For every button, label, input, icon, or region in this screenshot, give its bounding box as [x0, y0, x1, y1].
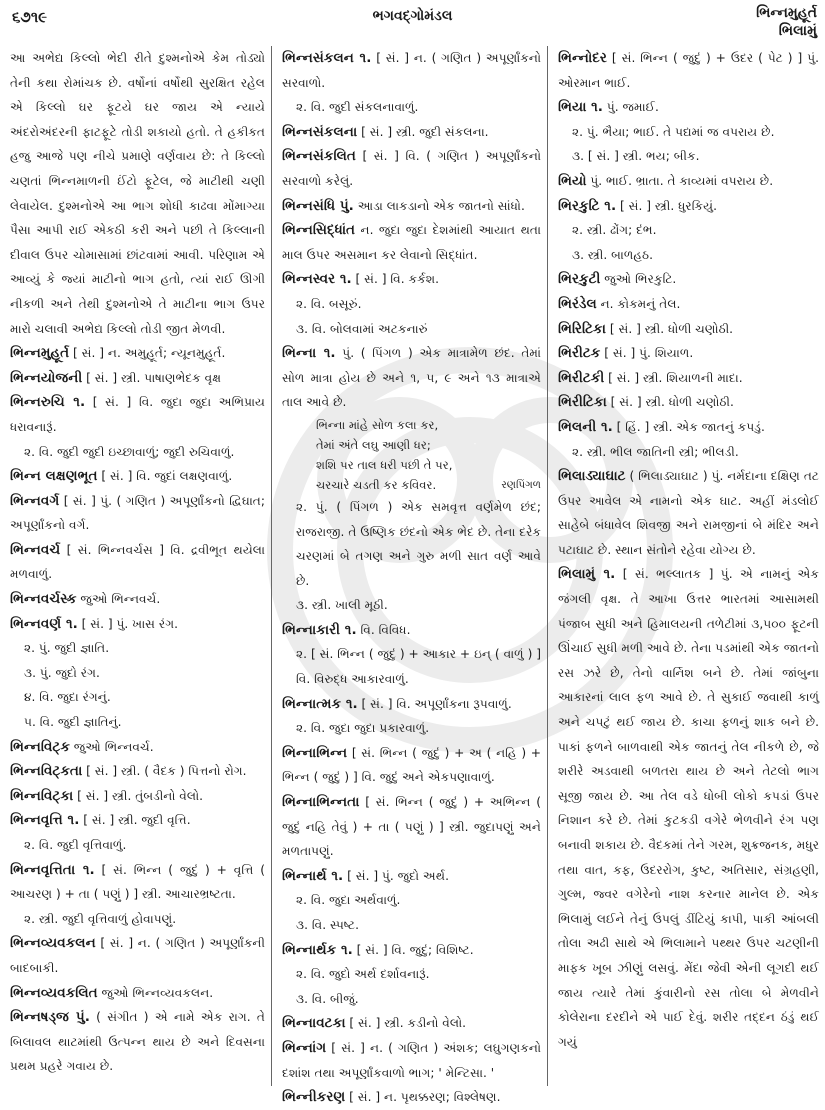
definition: ન. જુદા જુદા દેશમાંથી આયાત થતા માલ ઉપર અસમાન કર લેવાનો સિદ્ધાંત.	[282, 223, 541, 262]
dictionary-entry	[558, 341, 819, 366]
dictionary-entry	[10, 538, 265, 587]
headword: ભિન્નોદર	[558, 50, 607, 66]
definition: [ સં. ભિન્ન ( જુદું ) + અ ( નહિ ) + ભિન્ન ( જુદું ) ] વિ. જુદું અને એકપણાવાળું.	[282, 745, 541, 785]
definition: [ સં. ભિન્ન ( જુદું ) + અભિન્ન ( જુદું નહિ તેવું ) + તા ( પણું ) ] સ્ત્રી. જુદાપણું અને મળતાપણું.	[282, 795, 541, 859]
definition: [ સં. ] ન. પૃથક્કરણ; વિશ્લેષણ.	[345, 1090, 501, 1105]
definition: પું. ભાઈ. ભ્રાતા. તે કાવ્યમાં વપરાય છે.	[586, 173, 774, 188]
definition: [ હિં. ] સ્ત્રી. એક જાતનું કપડું.	[612, 419, 765, 434]
headword: ભિન્નષડ્જ પું.	[10, 1009, 90, 1026]
sub-sense: ૩. સ્ત્રી. બાળહઠ.	[572, 247, 654, 262]
sub-sense: ૫. વિ. જુદી જ્ઞાતિનું.	[24, 715, 122, 730]
sub-sense: ૨. વિ. જુદી વૃત્તિવાળું.	[24, 838, 127, 852]
headword: ભિન્નવ્યવકલન	[10, 935, 96, 952]
definition: પું. જમાઈ.	[602, 100, 659, 115]
definition: [ સં. ભલ્લાતક ] પું. એ નામનું એક જંગલી વૃક્ષ. તે આખા ઉત્તર ભારતમાં આસામથી પંજાબ સુધી અને હિમાલયની તળેટીમાં ૩,૫૦૦ ફૂટની ઊંચાઈ સુધી મળી આવે છે. તેના પડમાંથી એક જાતનો રસ ઝરે છે, તેનો વાર્નિશ બને છે. તેમાં જાંબુના આકારનાં લાલ ફળ આવે છે. તે સુકાઈ જવાથી કાળું અને ચપટું થઈ જાય છે. કાચા ફળનું શાક બને છે. પાકાં ફળને બાળવાથી એક જાતનું તેલ નીકળે છે, જે શરીરે અડવાથી બળતરા થાય છે અને તેટલો ભાગ સૂજી જાય છે. આ તેલ વડે ધોબી લોકો કપડાં ઉપર નિશાન કરે છે. તેમાં કુટકડી વગેરે ભેળવીને રંગ પણ બનાવી શકાય છે. વૈદકમાં તેને ગરમ, શુક્રજનક, મધુર તથા વાત, કફ, ઉદરરોગ, કુષ્ટ, અતિસાર, સંગ્રહણી, ગુલ્મ, જ્વર વગેરેનો નાશ કરનાર માનેલ છે. એક ભિલામું લઈને તેનું ઉપલું ડીંટિયું કાપી, પાકી આંબલી તોલા અઢી સાથે એ ભિલામાને પથ્થર ઉપર ચટણીની માફક ખૂબ ઝીણું લસવું. મેંદા જેવી એની લૂગદી થઈ જાય ત્યારે તેમાં કુંવારીનો રસ તોલા બે મેળવીને કોલેરાના દરદીને એ પાઈ દેવું. શરીર તદ્દન ઠંડું થઈ ગયું	[558, 567, 819, 1049]
headword: ભિન્નવર્ચ	[10, 541, 61, 558]
definition: [ સં. ] વિ. જુદું; વિશિષ્ટ.	[352, 942, 474, 957]
headword: ભિન્નવ્યવકલિત	[10, 984, 98, 1001]
dictionary-entry	[10, 931, 265, 980]
dictionary-entry	[282, 120, 541, 145]
definition: [ સં. ભિન્નવર્ચસ ] વિ. દ્રવીભૂત થયેલા મળવાળું.	[10, 542, 265, 582]
headword: ભિન્નાભિન્ન	[282, 744, 348, 761]
headword: ભિન્નાર્થ ૧.	[282, 867, 344, 884]
sub-sense: ૩. વિ. બોલવામાં અટકનારું	[296, 321, 428, 336]
definition: [ સં. ભિન્ન ( જુદું ) + વૃત્તિ ( આચરણ ) + તા ( પણું ) ] સ્ત્રી. આચારભ્રષ્ટતા.	[10, 862, 265, 902]
dictionary-entry	[558, 415, 819, 440]
headword: ભિલામું ૧.	[558, 566, 616, 583]
definition: [ સં. ] પું. ( ગણિત ) અપૂર્ણાંકનો દ્વિઘાત; અપૂર્ણાંકનો વર્ગ.	[10, 493, 265, 533]
definition: [ સં. ] પું. શિયાળ.	[600, 346, 694, 361]
dictionary-entry	[282, 267, 541, 292]
dictionary-entry	[282, 1085, 541, 1110]
sub-sense: ૪. વિ. જુદા રંગનું.	[24, 690, 111, 705]
dictionary-entry	[282, 341, 541, 415]
dictionary-entry	[558, 317, 819, 342]
dictionary-entry	[558, 267, 819, 292]
headword: ભિન્નાર્થક ૧.	[282, 941, 353, 958]
dictionary-entry	[10, 1005, 265, 1079]
headword: ભિયો	[558, 172, 587, 189]
headword: ભિન્નસંકલન ૧.	[282, 50, 372, 66]
dictionary-entry	[10, 489, 265, 538]
dictionary-entry	[10, 464, 265, 489]
headword: ભિન્નવર્ણ ૧.	[10, 615, 78, 632]
dictionary-entry	[282, 46, 541, 95]
dictionary-entry	[282, 194, 541, 219]
definition: ન. કોકમનું તેલ.	[596, 296, 681, 311]
book-title: ભગવદ્ગોમંડલ	[372, 8, 453, 24]
dictionary-entry	[282, 1036, 541, 1085]
headword: ભિન્ના ૧.	[282, 345, 336, 362]
definition: ( સંગીત ) એ નામે એક રાગ. તે બિલાવલ થાટમાંથી ઉત્પન્ન થાય છે અને દિવસના પ્રથમ પ્રહરે ગવાય છે.	[10, 1010, 265, 1074]
headword: ભિરકુટી	[558, 271, 601, 288]
dictionary-entry	[10, 735, 265, 760]
dictionary-entry	[10, 587, 265, 612]
dictionary-entry	[282, 741, 541, 790]
verse-text: ચરચારે ચડતી કર કવિવર.	[316, 477, 437, 492]
headword: ભિન્નાંગ	[282, 1039, 327, 1056]
definition: [ સં. ] સ્ત્રી. પાષાણભેદક વૃક્ષ	[82, 370, 222, 385]
definition: જુઓ ભિરકુટિ.	[600, 272, 677, 287]
headword: ભિન્નાભિન્નતા	[282, 794, 360, 811]
definition: [ સં. ] સ્ત્રી. ધુરકિયું.	[616, 198, 717, 213]
dictionary-entry	[10, 759, 265, 784]
dictionary-entry	[282, 144, 541, 193]
dictionary-entry	[10, 858, 265, 907]
definition: [ સં. ] ન. અમુહૂર્ત; ન્યૂનમુહૂર્ત.	[69, 346, 226, 361]
headword: ભિન્નવૃત્તિ ૧.	[10, 812, 80, 829]
definition: [ સં. ] ન. ( ગણિત ) અંશક; લઘુગણકનો દશાંશ તથા અપૂર્ણાંકવાળો ભાગ; ' મેન્ટિસા. '	[282, 1040, 541, 1080]
dictionary-entry	[558, 46, 819, 95]
sub-sense: ૨. સ્ત્રી. ભીલ જાતિની સ્ત્રી; ભીલડી.	[572, 444, 739, 459]
headword: ભિયા ૧.	[558, 99, 603, 116]
headword: ભિન્નસ્વર ૧.	[282, 271, 352, 288]
sub-sense: ૨. પું. જુદી જ્ઞાતિ.	[24, 641, 110, 656]
definition: જુઓ ભિન્નવ્યવકલન.	[97, 985, 214, 1000]
headword: ભિન્નાત્મક ૧.	[282, 695, 358, 712]
sub-sense: ૩. વિ. બીજું.	[296, 991, 359, 1006]
headword: ભિન્નવૃત્તિતા ૧.	[10, 861, 95, 878]
definition: [ સં. ] સ્ત્રી. જુદી વૃત્તિ.	[79, 813, 191, 828]
verse-line	[282, 455, 541, 475]
definition: [ સં. ] સ્ત્રી. જુદી સંકલના.	[357, 124, 489, 139]
dictionary-entry	[10, 784, 265, 809]
headword: ભિન્નીકરણ	[282, 1089, 346, 1106]
paragraph: આ અભેદ્ય કિલ્લો ભેદી રીતે દુશ્મનોએ કેમ તોડ્યો તેની કથા રોમાંચક છે. વર્ષોનાં વર્ષોથી સુરક્ષિત રહેલ એ કિલ્લો ઘર ફૂટયે ઘર જાય એ ન્યાયે અંદરોઅંદરની ફાટફૂટે તોડી શકાયો હતો. તે હકીકત હજુ આજે પણ નીચે પ્રમાણે વર્ણવાય છે: તે કિલ્લો ચણતાં ભિન્નમાળની ઈંટો ફૂટેલ, જે માટીથી ચણી લેવાયેલ. દુશ્મનોએ આ ભાગ શોધી કાઢવા મોંમાગ્યા પૈસા આપી રાઈ એકઠી કરી અને પછી તે કિલ્લાની દીવાલ ઉપર ચોમાસામાં છાંટવામાં આવી. પરિણામ એ આવ્યું કે જ્યાં માટીનો ભાગ હતો, ત્યાં રાઈ ઊગી નીકળી અને તેથી દુશ્મનોએ તે માટીના ભાગ ઉપર મારો ચલાવી અભેદ્ય કિલ્લો તોડી જીત મેળવી.	[10, 51, 265, 336]
dictionary-entry	[558, 464, 819, 562]
guide-words	[756, 4, 817, 40]
sub-sense: ૨. [ સં. ભિન્ન ( જુદું ) + આકાર + ઇન્ ( વાળું ) ] વિ. વિરુદ્ધ આકારવાળું.	[296, 647, 541, 687]
dictionary-entry	[282, 790, 541, 864]
dictionary-entry	[10, 366, 265, 391]
column-1	[0, 46, 272, 1086]
verse-line	[282, 435, 541, 455]
definition: ( ભિલાડ્યાઘાટ ) પું. નર્મદાના દક્ષિણ તટ ઉપર આવેલ એ નામનો એક ઘાટ. અહીં મંડલોઈ સાહેબે બંધાવેલ શિવજી અને રામજીનાં બે મંદિર અને પટાઘાટ છે. સ્થાન સંતોને રહેવા યોગ્ય છે.	[558, 469, 819, 557]
definition: [ સં. ભિન્ન ( જુદું ) + ઉદર ( પેટ ) ] પું. ઓરમાન ભાઈ.	[558, 51, 819, 90]
sub-sense: ૨. વિ. જુદી સંકલનાવાળું.	[296, 100, 419, 115]
dictionary-entry	[558, 194, 819, 219]
definition: [ સં. ] વિ. કર્કશ.	[351, 272, 439, 287]
definition: [ સં. ] સ્ત્રી. ધોળી ચણોઠી.	[606, 395, 734, 410]
guide-word-first: ભિન્નમુહૂર્ત	[756, 5, 817, 21]
definition: [ સં. ] સ્ત્રી. તુંબડીનો વેલો.	[73, 788, 204, 803]
headword: ભિલાડ્યાઘાટ	[558, 468, 626, 485]
page-header	[0, 0, 825, 44]
sub-sense: ૨. વિ. જુદા અર્થવાળું.	[296, 893, 401, 908]
sub-sense: ૨. પું. ( પિંગળ ) એક સમવૃત્ત વર્ણમેળ છંદ; રાજરાજી. તે ઉષ્ણિક છંદનો એક ભેદ છે. તેના દરેક ચરણમાં બે તગણ અને ગુરુ મળી સાત વર્ણ આવે છે.	[296, 499, 541, 588]
verse-line	[282, 475, 541, 495]
sub-sense: ૨. વિ. જુદા જુદા પ્રકારવાળું.	[296, 721, 430, 736]
sub-sense: ૨. પું. ભૈયા; ભાઈ. તે પદ્યમાં જ વપરાય છે.	[572, 124, 775, 139]
verse-text: તેમાં અંતે લઘુ આણી ધર;	[316, 437, 431, 452]
sub-sense: ૨. વિ. જુદો અર્થ દર્શાવનારૂં.	[296, 967, 430, 982]
dictionary-entry	[558, 390, 819, 415]
sub-sense: ૨. સ્ત્રી. ઢોંગ; દંભ.	[572, 223, 657, 238]
headword: ભિરંડેલ	[558, 295, 597, 312]
definition: [ સં. ] વિ. જુદાં લક્ષણવાળું.	[97, 469, 233, 484]
headword: ભિન્નયોજની	[10, 369, 83, 386]
dictionary-entry	[10, 341, 265, 366]
definition: [ સં. ] પું. ખાસ રંગ.	[77, 616, 178, 631]
headword: ભિન્નસંકલિત	[282, 148, 356, 165]
dictionary-columns	[0, 46, 825, 1106]
guide-word-last: ભિલામું	[778, 23, 817, 39]
headword: ભિન્નવર્ચસ્ક	[10, 591, 77, 608]
definition: [ સં. ] સ્ત્રી. ( વૈદક ) પિત્તનો રોગ.	[82, 764, 247, 779]
headword: ભિન્ન લક્ષણભૂત	[10, 468, 98, 485]
headword: ભિન્નાકારી ૧.	[282, 621, 357, 638]
definition: [ સં. ] સ્ત્રી. ધોળી ચણોઠી.	[605, 321, 734, 336]
verse-source: રણપિંગળ	[501, 478, 541, 491]
headword: ભિન્નસિદ્ધાંત	[282, 222, 356, 239]
definition: વિ. વિવિધ.	[356, 622, 411, 637]
headword: ભિન્નવિટ્કતા	[10, 763, 83, 780]
definition: [ સં. ] સ્ત્રી. શિયાળની માદા.	[604, 370, 743, 385]
headword: ભિન્નમુહૂર્ત	[10, 345, 70, 362]
definition: [ સં. ] સ્ત્રી. કડીનો વેલો.	[345, 1016, 467, 1031]
headword: ભિરીટક	[558, 345, 601, 362]
headword: ભિન્નવિટ્કા	[10, 787, 74, 804]
sub-sense: ૩. [ સં. ] સ્ત્રી. ભય; બીક.	[572, 149, 700, 164]
definition: [ સં. ] વિ. અપૂર્ણાંકના રૂપવાળું.	[357, 696, 512, 711]
dictionary-entry	[558, 292, 819, 317]
dictionary-entry	[282, 618, 541, 643]
sub-sense: ૨. સ્ત્રી. જુદી વૃત્તિવાળું હોવાપણું.	[24, 911, 177, 926]
definition: [ સં. ] ન. ( ગણિત ) અપૂર્ણાંકની બાદબાકી.	[10, 936, 265, 975]
headword: ભિન્નાવટકા	[282, 1015, 346, 1032]
definition: પું. ( પિંગળ ) એક માત્રામેળ છંદ. તેમાં સોળ માત્રા હોય છે અને ૧, ૫, ૯ અને ૧૩ માત્રાએ તાલ આવે છે.	[282, 346, 541, 410]
sub-sense: ૩. પું. જુદો રંગ.	[24, 665, 100, 680]
definition: જુઓ ભિન્નવર્ચ.	[69, 739, 154, 754]
page-number: ૬૭૧૯	[12, 8, 48, 26]
definition: જુઓ ભિન્નવર્ચ.	[76, 592, 161, 607]
definition: [ સં. ] પું. જુદો અર્થ.	[343, 868, 449, 883]
headword: ભિન્નસંકલના	[282, 123, 358, 140]
dictionary-entry	[558, 169, 819, 194]
sub-sense: ૨. વિ. બસૂરું.	[296, 296, 362, 311]
headword: ભિન્નસંધિ પું.	[282, 197, 354, 214]
headword: ભિરીટકી	[558, 369, 605, 386]
sub-sense: ૩. વિ. સ્પષ્ટ.	[296, 918, 360, 932]
dictionary-entry	[282, 1011, 541, 1036]
dictionary-entry	[10, 808, 265, 833]
headword: ભિન્નરુચિ ૧.	[10, 394, 86, 411]
dictionary-entry	[558, 366, 819, 391]
headword: ભિરકુટિ ૧.	[558, 197, 617, 214]
verse-text: શશિ પર તાલ ધરી પછી તે પર,	[316, 457, 453, 472]
dictionary-entry	[558, 562, 819, 1054]
definition: [ સં. ] વિ. ( ગણિત ) અપૂર્ણાંકનો સરવાળો કરેલું.	[282, 149, 541, 188]
definition: [ સં. ] ન. ( ગણિત ) અપૂર્ણાંકનો સરવાળો.	[282, 51, 541, 90]
headword: ભિલની ૧.	[558, 418, 613, 435]
headword: ભિન્નવર્ગ	[10, 492, 60, 509]
dictionary-entry	[282, 864, 541, 889]
column-3	[548, 46, 825, 1086]
sub-sense: ૩. સ્ત્રી. ખાલી મૂઠી.	[296, 598, 388, 613]
dictionary-entry	[282, 218, 541, 267]
headword: ભિરિટિકા	[558, 320, 606, 337]
definition: [ સં. ] વિ. જુદા જુદા અભિપ્રાય ધરાવનારૂં.	[10, 395, 265, 434]
dictionary-entry	[282, 938, 541, 963]
column-2	[272, 46, 548, 1106]
verse-line	[282, 415, 541, 435]
headword: ભિન્નવિટ્ક	[10, 738, 70, 755]
dictionary-entry	[282, 692, 541, 717]
sub-sense: ૨. વિ. જુદી જુદી ઇચ્છાવાળું; જુદી રુચિવાળું.	[24, 444, 235, 459]
headword: ભિરીટિકા	[558, 394, 607, 411]
dictionary-entry	[558, 95, 819, 120]
dictionary-entry	[10, 390, 265, 439]
definition: આડા લાકડાનો એક જાતનો સાંધો.	[353, 198, 525, 213]
dictionary-entry	[10, 981, 265, 1006]
verse-text: ભિન્ના માંહે સોળ કલા કર,	[316, 417, 439, 432]
dictionary-entry	[10, 612, 265, 637]
